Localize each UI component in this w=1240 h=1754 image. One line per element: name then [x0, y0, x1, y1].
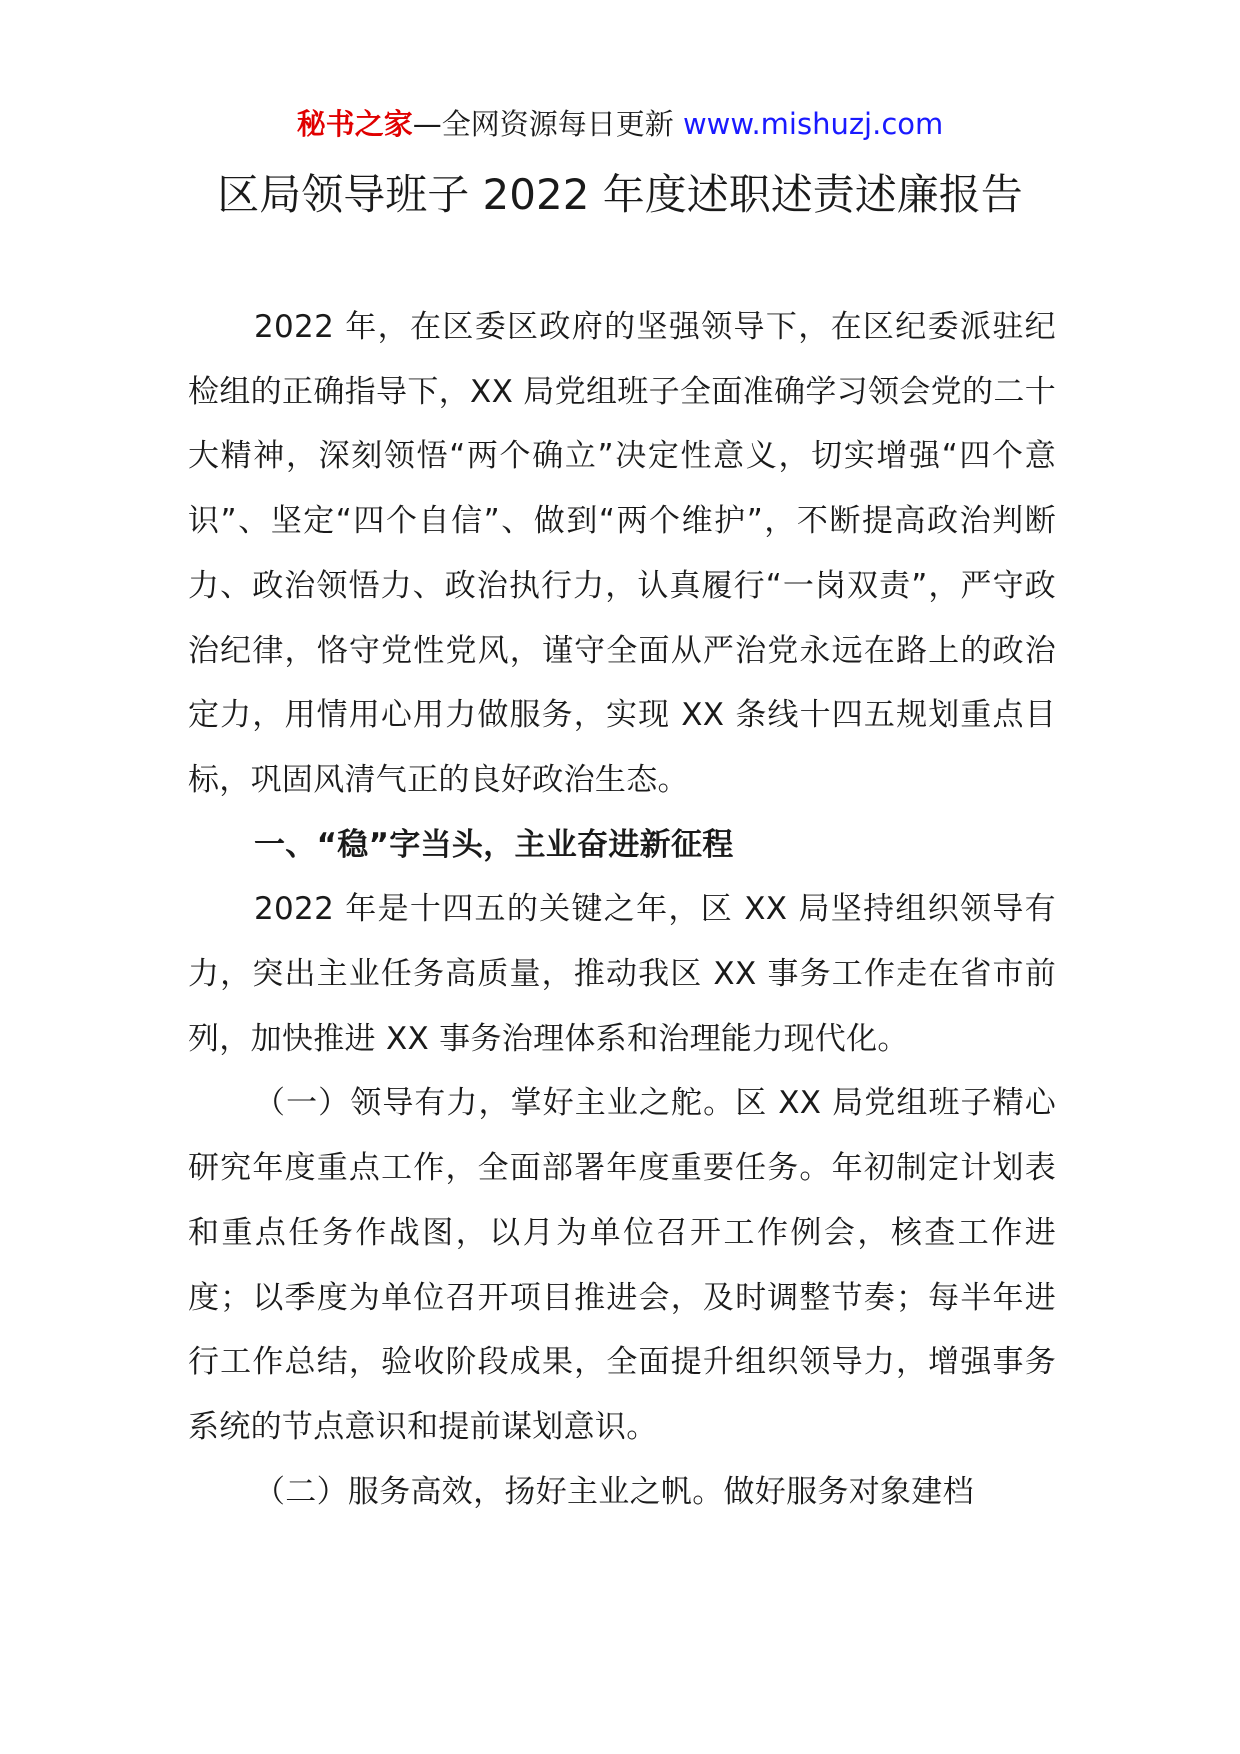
site-url-link[interactable]: www.mishuzj.com [682, 107, 944, 141]
section-1-paragraph: 2022 年是十四五的关键之年，区 XX 局坚持组织领导有力，突出主业任务高质量，推动我区 XX 事务工作走在省市前列，加快推进 XX 事务治理体系和治理能力现代化。 [188, 891, 1056, 1057]
subsection-2-paragraph: （二）服务高效，扬好主业之帆。做好服务对象建档 [254, 1473, 974, 1510]
section-heading-1: 一、“稳”字当头，主业奋进新征程 [254, 826, 734, 863]
document-body [188, 295, 1056, 1524]
subsection-1-paragraph: （一）领导有力，掌好主业之舵。区 XX 局党组班子精心研究年度重点工作，全面部署年度重要任务。年初制定计划表和重点任务作战图，以月为单位召开工作例会，核查工作进度；以季度为单位召开项目推进会，及时调整节奏；每半年进行工作总结，验收阶段成果，全面提升组织领导力，增强事务系统的节点意识和提前谋划意识。 [188, 1085, 1056, 1445]
site-header [0, 100, 1240, 148]
document-title: 区局领导班子 2022 年度述职述责述廉报告 [217, 170, 1023, 219]
header-tagline: —全网资源每日更新 [412, 107, 683, 141]
intro-paragraph: 2022 年，在区委区政府的坚强领导下，在区纪委派驻纪检组的正确指导下，XX 局党组班子全面准确学习领会党的二十大精神，深刻领悟“两个确立”决定性意义，切实增强“四个意识”、坚定“四个自信”、做到“两个维护”，不断提高政治判断力、政治领悟力、政治执行力，认真履行“一岗双责”，严守政治纪律，恪守党性党风，谨守全面从严治党永远在路上的政治定力，用情用心用力做服务，实现 XX 条线十四五规划重点目标，巩固风清气正的良好政治生态。 [188, 309, 1056, 798]
brand-name: 秘书之家 [296, 107, 413, 141]
